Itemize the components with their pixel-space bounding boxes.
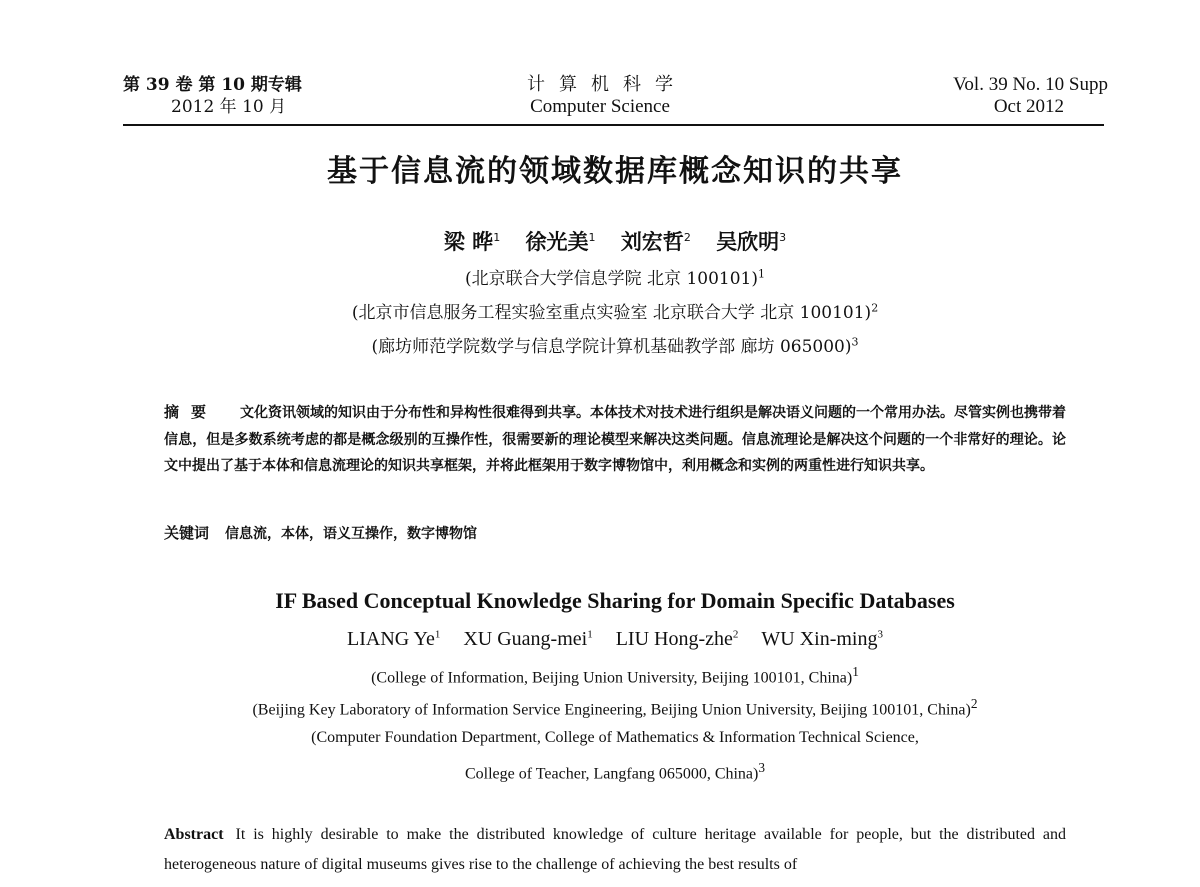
abstract-cn <box>164 399 1066 480</box>
author-en: WU Xin-ming$^3$ <box>761 628 883 650</box>
header-journal <box>450 74 750 118</box>
abstract-label-cn: 摘要 <box>164 403 219 421</box>
journal-name-en: Computer Science <box>530 96 670 117</box>
keywords-cn <box>164 522 1064 543</box>
author-cn: 梁 晔$^1$ <box>443 230 501 254</box>
author-cn: 刘宏哲$^2$ <box>620 230 691 254</box>
abstract-text-en: It is highly desirable to make the distributed knowledge of culture heritage available for people, but the distributed and heterogeneous nature of digital museums gives rise to the challenge of achieving the best results of <box>164 826 1066 873</box>
abstract-text-cn: 文化资讯领域的知识由于分布性和异构性很难得到共享。本体技术对技术进行组织是解决语义问题的一个常用办法。尽管实例也携带着信息，但是多数系统考虑的都是概念级别的互操作性，很需要新的理论模型来解决这类问题。信息流理论是解决这个问题的一个非常好的理论。论文中提出了基于本体和信息流理论的知识共享框架，并将此框架用于数字博物馆中，利用概念和实例的两重性进行知识共享。 <box>164 405 1067 474</box>
paper-title-en: IF Based Conceptual Knowledge Sharing for Domain Specific Databases <box>275 588 955 613</box>
header-issue-info <box>123 74 383 118</box>
affiliation-en-3: (Computer Foundation Department, College of Mathematics & Information Technical Science, <box>311 729 919 746</box>
author-cn: 吴欣明$^3$ <box>716 230 787 254</box>
header-date-cn: 2012 年 10 月 <box>171 97 287 117</box>
affiliation-cn-2: (北京市信息服务工程实验室重点实验室 北京联合大学 北京 100101)$^2$ <box>351 301 879 323</box>
author-en: LIANG Ye$^1$ <box>347 628 441 650</box>
affiliation-cn-1: (北京联合大学信息学院 北京 100101)$^1$ <box>465 267 765 289</box>
affiliation-cn-3: (廊坊师范学院数学与信息学院计算机基础教学部 廊坊 065000)$^3$ <box>371 335 859 357</box>
affiliation-en-1: (College of Information, Beijing Union University, Beijing 100101, China)$^1$ <box>371 664 859 687</box>
affiliation-en-3-cont: College of Teacher, Langfang 065000, China)$^3$ <box>464 760 766 783</box>
header-volume-en-line: Vol. 39 No. 10 Supp <box>953 74 1108 95</box>
header-volume-en <box>808 74 1108 118</box>
paper-title-cn: 基于信息流的领域数据库概念知识的共享 <box>327 154 903 189</box>
header-volume-issue: 第 39 卷 第 10 期专辑 <box>123 75 302 95</box>
abstract-label-en: Abstract <box>164 826 224 843</box>
author-list-cn <box>0 226 1200 256</box>
keywords-label-cn: 关键词 <box>164 524 210 542</box>
keywords-text-cn: 信息流，本体，语义互操作，数字博物馆 <box>225 526 478 542</box>
author-en: XU Guang-mei$^1$ <box>463 628 593 650</box>
header-rule <box>123 124 1104 126</box>
journal-name-cn: 计算机科学 <box>527 74 687 95</box>
author-cn: 徐光美$^1$ <box>525 230 596 254</box>
author-en: LIU Hong-zhe$^2$ <box>615 628 739 650</box>
abstract-en <box>164 820 1066 880</box>
header-date-en: Oct 2012 <box>993 96 1064 117</box>
author-list-en <box>0 628 1200 651</box>
affiliation-en-2: (Beijing Key Laboratory of Information Service Engineering, Beijing Union University, Beijing 100101, China)$^2$ <box>252 696 978 719</box>
